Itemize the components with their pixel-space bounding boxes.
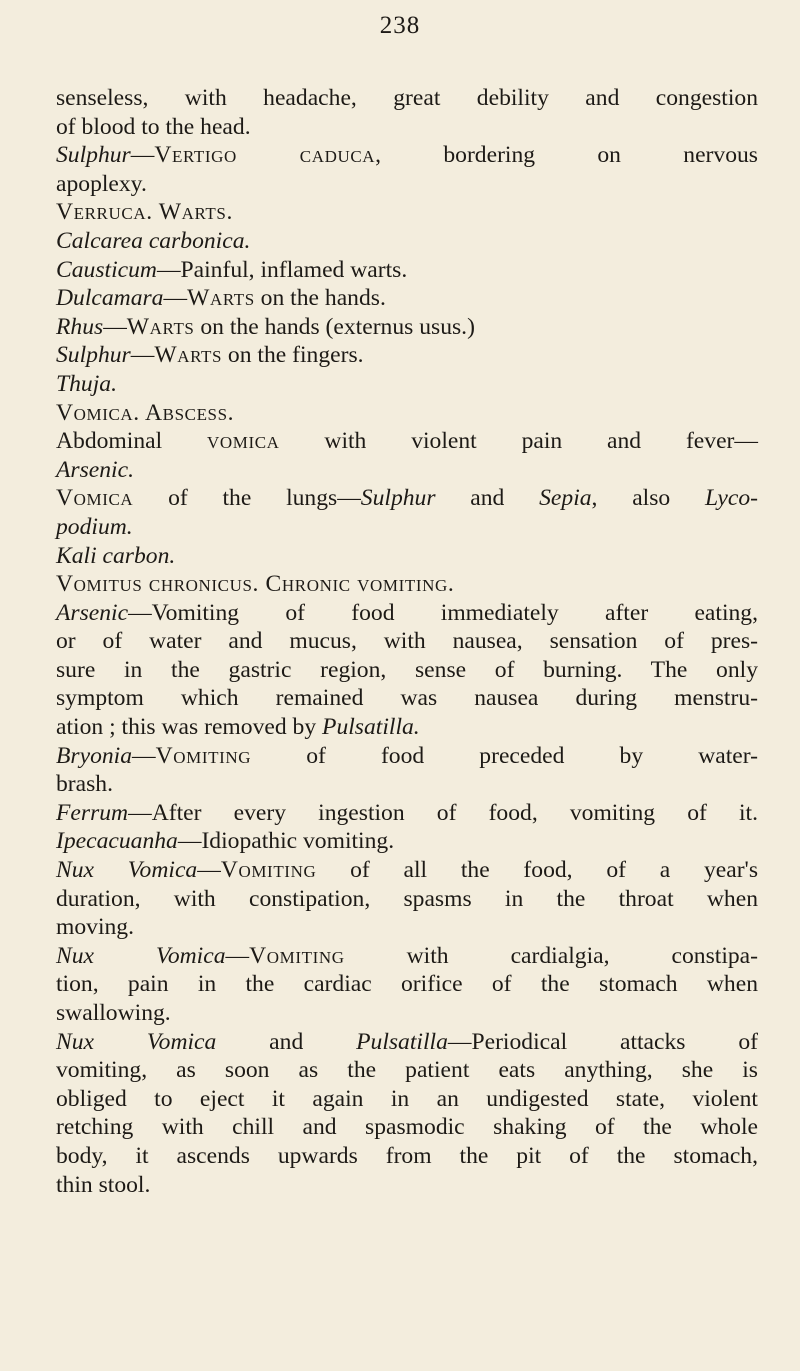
text-run: and (435, 485, 540, 512)
small-caps-run: vomica (207, 428, 280, 455)
text-line (56, 856, 758, 885)
italic-run: Pulsatilla. (322, 714, 420, 741)
text-run: duration, with constipation, spasms in the throat when (56, 885, 758, 912)
text-run: — (130, 342, 155, 369)
page-number: 238 (379, 12, 421, 39)
text-line (56, 198, 758, 227)
text-run: brash. (56, 771, 114, 798)
italic-run: Nux Vomica (56, 942, 226, 969)
text-run: —After every ingestion of food, vomiting of it. (128, 799, 758, 826)
italic-run: podium. (56, 513, 133, 540)
text-run: or of water and mucus, with nausea, sensation of pres- (56, 628, 758, 655)
text-line (56, 484, 758, 513)
italic-run: Pulsatilla (356, 1028, 448, 1055)
italic-run: Sulphur (56, 142, 131, 169)
small-caps-run: Vomiting (249, 942, 345, 969)
text-line (56, 1113, 758, 1142)
text-line (56, 627, 758, 656)
italic-run: Nux Vomica (56, 857, 198, 884)
italic-run: Rhus (56, 313, 104, 340)
text-run: senseless, with headache, great debility and congestion (56, 85, 758, 111)
text-line (56, 370, 758, 399)
text-run: of blood to the head. (56, 113, 251, 140)
text-run: tion, pain in the cardiac orifice of the stomach when (56, 971, 758, 998)
text-line (56, 1056, 758, 1085)
text-run: on the hands (externus usus.) (194, 313, 475, 340)
text-line (56, 1142, 758, 1171)
italic-run: Arsenic (56, 599, 129, 626)
italic-run: Dulcamara (56, 285, 164, 312)
text-run: retching with chill and spasmodic shaking of the whole (56, 1114, 758, 1141)
text-line (56, 284, 758, 313)
small-caps-run: Verruca. Warts. (56, 199, 233, 226)
italic-run: Thuja. (56, 370, 117, 397)
text-run: and (216, 1028, 357, 1055)
text-run: of the lungs— (133, 485, 361, 512)
italic-run: Sepia (539, 485, 592, 512)
italic-run: Calcarea carbonica. (56, 227, 251, 254)
text-run: thin stool. (56, 1171, 151, 1198)
text-run: body, it ascends upwards from the pit of the stomach, (56, 1142, 758, 1169)
small-caps-run: Warts (126, 313, 195, 340)
text-run: on the hands. (254, 285, 386, 312)
text-line (56, 1171, 758, 1200)
italic-run: Arsenic. (56, 456, 134, 483)
text-run: — (103, 313, 127, 340)
text-line (56, 742, 758, 771)
text-line (56, 170, 758, 199)
text-line (56, 885, 758, 914)
text-line (56, 513, 758, 542)
text-line (56, 770, 758, 799)
text-line (56, 542, 758, 571)
text-run: ation ; this was removed by (56, 714, 323, 741)
text-line (56, 141, 758, 170)
text-run: apoplexy. (56, 170, 147, 197)
text-run: , also (591, 485, 705, 512)
text-run: of all the food, of a year's (316, 857, 758, 884)
italic-run: Nux Vomica (56, 1028, 217, 1055)
italic-run: Sulphur (360, 485, 436, 512)
text-line (56, 456, 758, 485)
small-caps-run: Vomiting (155, 742, 252, 769)
small-caps-run: Vomiting (220, 857, 317, 884)
text-run: — (163, 285, 188, 312)
text-line (56, 1028, 758, 1057)
text-line (56, 84, 758, 113)
italic-run: Causticum (56, 256, 157, 283)
small-caps-run: Vomitus chronicus. Chronic vomiting. (56, 571, 455, 598)
text-line (56, 599, 758, 628)
small-caps-run: Vomica (56, 485, 134, 512)
italic-run: Lyco- (704, 485, 758, 512)
text-line (56, 713, 758, 742)
text-run: —Painful, inflamed warts. (156, 256, 408, 283)
text-line (56, 256, 758, 285)
small-caps-run: Vertigo caduca (154, 142, 376, 169)
text-run: of food preceded by water- (251, 742, 758, 769)
text-run: —Vomiting of food immediately after eating, (128, 599, 758, 626)
text-line (56, 799, 758, 828)
italic-run: Ferrum (56, 799, 129, 826)
text-line (56, 999, 758, 1028)
text-run: moving. (56, 914, 134, 941)
italic-run: Kali carbon. (56, 542, 176, 569)
italic-run: Ipecacuanha (56, 828, 178, 855)
text-run: , bordering on nervous (375, 142, 758, 169)
italic-run: Bryonia (56, 742, 133, 769)
text-run: swallowing. (56, 1000, 171, 1026)
text-line (56, 341, 758, 370)
text-run: symptom which remained was nausea during menstru- (56, 685, 758, 712)
text-run: on the fingers. (222, 342, 364, 369)
text-line (56, 427, 758, 456)
text-run: sure in the gastric region, sense of burning. The only (56, 656, 758, 683)
text-run: — (132, 742, 156, 769)
small-caps-run: Warts (154, 342, 223, 369)
text-line (56, 827, 758, 856)
text-run: vomiting, as soon as the patient eats anything, she is (56, 1057, 758, 1084)
text-line (56, 913, 758, 942)
page-text (56, 84, 758, 1199)
text-line (56, 313, 758, 342)
text-line (56, 570, 758, 599)
text-run: —Idiopathic vomiting. (177, 828, 395, 855)
text-run: obliged to eject it again in an undigested state, violent (56, 1085, 758, 1112)
small-caps-run: Vomica. Abscess. (56, 399, 235, 426)
text-line (56, 399, 758, 428)
text-line (56, 1085, 758, 1114)
text-run: — (225, 942, 250, 969)
text-run: with cardialgia, constipa- (344, 942, 758, 969)
text-run: — (197, 857, 221, 884)
text-run: —Periodical attacks of (447, 1028, 758, 1055)
text-line (56, 113, 758, 142)
text-line (56, 684, 758, 713)
text-line (56, 942, 758, 971)
italic-run: Sulphur (56, 342, 131, 369)
text-run: Abdominal (56, 428, 208, 455)
text-line (56, 970, 758, 999)
text-line (56, 656, 758, 685)
small-caps-run: Warts (187, 285, 255, 312)
text-run: with violent pain and fever— (279, 428, 759, 455)
text-line (56, 227, 758, 256)
text-run: — (130, 142, 155, 169)
